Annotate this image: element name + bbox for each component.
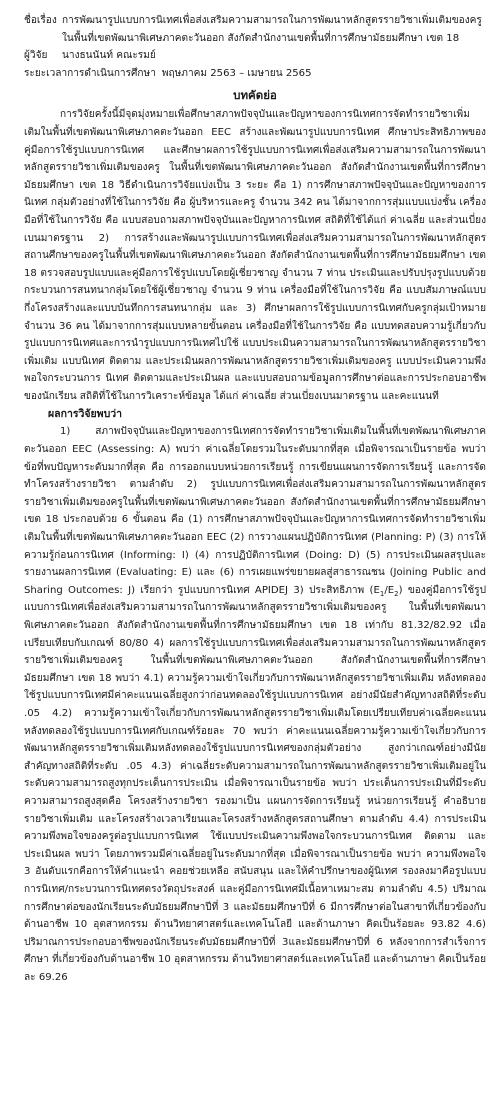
subject-label: ชื่อเรื่อง: [24, 15, 57, 26]
paragraph-2-part-2: ) ของคู่มือการใช้รูปแบบการนิเทศเพื่อส่งเสริมความสามารถในการพัฒนาหลักสูตรรายวิชาเพิ่มเติมของครู ในพื้นที่เขตพัฒนาพิเศษภาคตะวันออก สังกัดสำนักงานเขตพื้นที่การศึกษามัธยมศึกษา เขต 18 เท่ากับ 81.32/82.92 เมื่อเปรียบเทียบกับเกณฑ์ 80/80 4) ผลการใช้รูปแบบการนิเทศเพื่อส่งเสริมความสามารถในการพัฒนาหลักสูตรรายวิชาเพิ่มเติมของครู ในพื้นที่เขตพัฒนาพิเศษภาคตะวันออก สังกัดสำนักงานเขตพื้นที่การศึกษามัธยมศึกษา เขต 18 พบว่า 4.1) ความรู้ความเข้าใจเกี่ยวกับการพัฒนาหลักสูตรรายวิชาเพิ่มเติม หลังทดลองใช้รูปแบบการนิเทศมีค่าคะแนนเฉลี่ยสูงกว่าก่อนทดลองใช้รูปแบบการนิเทศ อย่างมีนัยสำคัญทางสถิติที่ระดับ .05 4.2) ความรู้ความเข้าใจเกี่ยวกับการพัฒนาหลักสูตรรายวิชาเพิ่มเติมโดยเปรียบเทียบค่าเฉลี่ยคะแนนหลังทดลองใช้รูปแบบการนิเทศกับเกณฑ์ร้อยละ 70 พบว่า ค่าคะแนนเฉลี่ยความรู้ความเข้าใจเกี่ยวกับการพัฒนาหลักสูตรรายวิชาเพิ่มเติมหลังทดลองใช้รูปแบบการนิเทศของกลุ่มตัวอย่าง สูงกว่าเกณฑ์อย่างมีนัยสำคัญทางสถิติที่ระดับ .05 4.3) ค่าเฉลี่ยระดับความสามารถในการพัฒนาหลักสูตรรายวิชาเพิ่มเติมอยู่ในระดับความสามารถสูงทุกประเด็นการประเมิน เมื่อพิจารณาเป็นรายข้อ พบว่า ประเด็นการประเมินที่มีระดับความสามารถสูงสุดคือ โครงสร้างรายวิชา รองมาเป็น แผนการจัดการเรียนรู้ หน่วยการเรียนรู้ คำอธิบายรายวิชาเพิ่มเติม และโครงสร้างเวลาเรียนและโครงสร้างหลักสูตรสถานศึกษา ตามลำดับ 4.4) การประเมินความพึงพอใจของครูต่อรูปแบบการนิเทศ ใช้แบบประเมินความพึงพอใจกระบวนการนิเทศ ติดตาม และประเมินผล พบว่า โดยภาพรวมมีค่าเฉลี่ยอยู่ในระดับมากที่สุด เมื่อพิจารณาเป็นรายข้อ พบว่า ความพึงพอใจ 3 อันดับแรกคือการให้คำแนะนำ คอยช่วยเหลือ สนับสนุน และให้คำปรึกษาของผู้นิเทศ รองลงมาคือรูปแบบการนิเทศ/กระบวนการนิเทศตรงวัตถุประสงค์ และคู่มือการนิเทศมีเนื้อหาเหมาะสม ตามลำดับ 4.5) ปริมาณการศึกษาต่อของนักเรียนระดับมัธยมศึกษาปีที่ 3 และมัธยมศึกษาปีที่ 6 มีการศึกษาต่อในสาขาที่เกี่ยวข้องกับด้านอาชีพ 10 อุตสาหกรรม ด้านวิทยาศาสตร์และเทคโนโลยี และด้านภาษา คิดเป็นร้อยละ 93.82 4.6) ปริมาณการประกอบอาชีพของนักเรียนระดับมัธยมศึกษาปีที่ 3และมัธยมศึกษาปีที่ 6 หลังจากการสำเร็จการศึกษา ที่เกี่ยวข้องกับด้านอาชีพ 10 อุตสาหกรรม ด้านวิทยาศาสตร์และเทคโนโลยี และด้านภาษา คิดเป็นร้อยละ 69.26: [24, 584, 486, 983]
researcher-value: นางธนนันท์ คณะรมย์: [62, 50, 156, 62]
efficiency-e: E: [387, 584, 395, 596]
subject-value: การพัฒนารูปแบบการนิเทศเพื่อส่งเสริมความสามารถในการพัฒนาหลักสูตรรายวิชาเพิ่มเติมของครู: [62, 15, 482, 26]
subject-row: [24, 12, 486, 30]
abstract-paragraph-1: การวิจัยครั้งนี้มีจุดมุ่งหมายเพื่อศึกษาสภาพปัจจุบันและปัญหาของการนิเทศการจัดทำรายวิชาเพิ่มเติมในพื้นที่เขตพัฒนาพิเศษภาคตะวันออก EEC สร้างและพัฒนารูปแบบการนิเทศ ศึกษาประสิทธิภาพของคู่มือการใช้รูปแบบการนิเทศ และศึกษาผลการใช้รูปแบบการนิเทศเพื่อส่งเสริมความสามารถในการพัฒนาหลักสูตรรายวิชาเพิ่มเติมของครู ในพื้นที่เขตพัฒนาพิเศษภาคตะวันออก สังกัดสำนักงานเขตพื้นที่การศึกษามัธยมศึกษา เขต 18 วิธีดำเนินการวิจัยแบ่งเป็น 3 ระยะ คือ 1) การศึกษาสภาพปัจจุบันและปัญหาของการนิเทศ กลุ่มตัวอย่างที่ใช้ในการวิจัย คือ ผู้บริหารและครู จำนวน 342 คน ได้มาจากการสุ่มแบบแบ่งชั้น เครื่องมือที่ใช้ในการวิจัย คือ แบบสอบถามสภาพปัจจุบันและปัญหาการนิเทศ สถิติที่ใช้ได้แก่ ค่าเฉลี่ย และส่วนเบี่ยงเบนมาตรฐาน 2) การสร้างและพัฒนารูปแบบการนิเทศเพื่อส่งเสริมความสามารถในการพัฒนาหลักสูตรสถานศึกษาของครูในพื้นที่เขตพัฒนาพิเศษภาคตะวันออก สังกัดสำนักงานเขตพื้นที่การศึกษามัธยมศึกษา เขต 18 ตรวจสอบรูปแบบและคู่มือการใช้รูปแบบโดยผู้เชี่ยวชาญ จำนวน 7 ท่าน ประเมินและปรับปรุงรูปแบบด้วยกระบวนการสนทนากลุ่มโดยใช้ผู้เชี่ยวชาญ จำนวน 9 ท่าน เครื่องมือที่ใช้ในการวิจัย คือ แบบสัมภาษณ์แบบกึ่งโครงสร้างและแบบบันทึกการสนทนากลุ่ม และ 3) ศึกษาผลการใช้รูปแบบการนิเทศกับครูกลุ่มเป้าหมาย จำนวน 36 คน ได้มาจากการสุ่มแบบหลายขั้นตอน เครื่องมือที่ใช้ในการวิจัย คือ แบบทดสอบความรู้เกี่ยวกับรูปแบบการนิเทศและการนำรูปแบบการนิเทศไปใช้ แบบประเมินความสามารถในการพัฒนาหลักสูตรรายวิชาเพิ่มเติม แบบนิเทศ ติดตาม และประเมินผลการพัฒนาหลักสูตรรายวิชาเพิ่มเติมของครู แบบประเมินความพึงพอใจกระบวนการ นิเทศ ติดตามและประเมินผล และแบบสอบถามข้อมูลการศึกษาต่อและการประกอบอาชีพของนักเรียน สถิติที่ใช้ในการวิเคราะห์ข้อมูล ได้แก่ ค่าเฉลี่ย ส่วนเบี่ยงเบนมาตรฐาน และคะแนนที: [24, 109, 486, 402]
period-value: พฤษภาคม 2563 – เมษายน 2565: [161, 67, 312, 79]
period-label: ระยะเวลาการดำเนินการศึกษา: [24, 67, 156, 79]
abstract-title: บทคัดย่อ: [233, 88, 277, 103]
subject-value-continued: ในพื้นที่เขตพัฒนาพิเศษภาคตะวันออก สังกัดสำนักงานเขตพื้นที่การศึกษามัธยมศึกษา เขต 18: [62, 32, 460, 44]
efficiency-slash: /: [384, 584, 388, 596]
results-heading: ผลการวิจัยพบว่า: [48, 408, 123, 421]
efficiency-subscript-1: 1: [379, 589, 385, 598]
period-row: [24, 65, 486, 83]
researcher-row: [24, 47, 486, 65]
abstract-paragraph-2: [24, 423, 486, 986]
efficiency-subscript-2: 2: [394, 589, 399, 598]
paragraph-2-part-1: 1) สภาพปัจจุบันและปัญหาของการนิเทศการจัดทำรายวิชาเพิ่มเติมในพื้นที่เขตพัฒนาพิเศษภาคตะวันออก EEC (Assessing: A) พบว่า ค่าเฉลี่ยโดยรวมในระดับมากที่สุด เมื่อพิจารณาเป็นรายข้อ พบว่า ข้อที่พบปัญหาระดับมากที่สุด คือ การออกแบบหน่วยการเรียนรู้ การเขียนแผนการจัดการเรียนรู้ และการจัดทำโครงสร้างรายวิชา ตามลำดับ 2) รูปแบบการนิเทศเพื่อส่งเสริมความสามารถในการพัฒนาหลักสูตรรายวิชาเพิ่มเติมของครูในพื้นที่เขตพัฒนาพิเศษภาคตะวันออก สังกัดสำนักงานเขตพื้นที่การศึกษามัธยมศึกษา เขต 18 ประกอบด้วย 6 ขั้นตอน คือ (1) การศึกษาสภาพปัจจุบันและปัญหาการนิเทศการจัดทำรายวิชาเพิ่มเติมในพื้นที่เขตพัฒนาพิเศษภาคตะวันออก EEC (2) การวางแผนปฏิบัติการนิเทศ (Planning: P) (3) การให้ความรู้ก่อนการนิเทศ (Informing: I) (4) การปฏิบัติการนิเทศ (Doing: D) (5) การประเมินผลสรุปและรายงานผลการนิเทศ (Evaluating: E) และ (6) การเผยแพร่ขยายผลสู่สาธารณชน (Joining Public and Sharing Outcomes: J) เรียกว่า รูปแบบการนิเทศ APIDEJ 3) ประสิทธิภาพ (E: [24, 426, 486, 596]
researcher-label: ผู้วิจัย: [24, 50, 48, 62]
